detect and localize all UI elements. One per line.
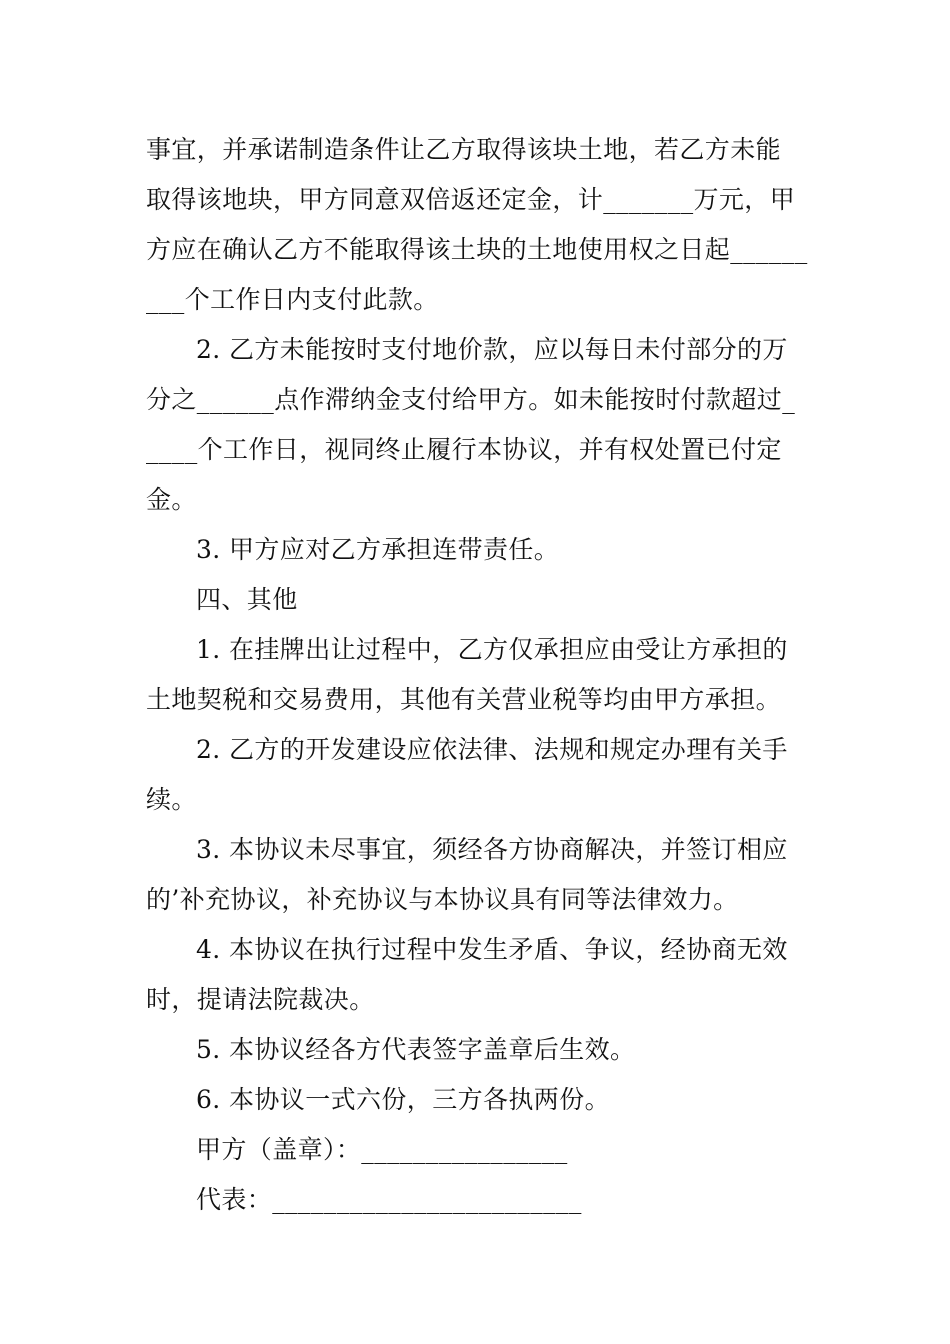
section-heading: 四、其他	[196, 585, 298, 614]
text-line: 3. 甲方应对乙方承担连带责任。	[196, 535, 560, 564]
text-line: 事宜，并承诺制造条件让乙方取得该块土地，若乙方未能	[146, 135, 782, 164]
text-line: 时，提请法院裁决。	[146, 985, 375, 1014]
text-line: 1. 在挂牌出让过程中，乙方仅承担应由受让方承担的	[196, 635, 788, 664]
text-line: 续。	[146, 785, 197, 814]
text-line: 3. 本协议未尽事宜，须经各方协商解决，并签订相应	[196, 835, 788, 864]
signature-line-representative: 代表：________________________	[196, 1185, 582, 1214]
text-line: 6. 本协议一式六份，三方各执两份。	[196, 1085, 611, 1114]
text-line: 金。	[146, 485, 197, 514]
text-line: ___个工作日内支付此款。	[146, 285, 439, 314]
text-line: 方应在确认乙方不能取得该土块的土地使用权之日起______	[146, 235, 808, 264]
text-line: ____个工作日，视同终止履行本协议，并有权处置已付定	[146, 435, 782, 464]
text-line: 2. 乙方的开发建设应依法律、法规和规定办理有关手	[196, 735, 788, 764]
signature-line-party-a: 甲方（盖章）：________________	[196, 1135, 568, 1164]
text-line: 的’补充协议，补充协议与本协议具有同等法律效力。	[146, 885, 739, 914]
text-line: 取得该地块，甲方同意双倍返还定金，计_______万元，甲	[146, 185, 796, 214]
text-line: 分之______点作滞纳金支付给甲方。如未能按时付款超过_	[146, 385, 796, 414]
text-line: 土地契税和交易费用，其他有关营业税等均由甲方承担。	[146, 685, 782, 714]
text-line: 4. 本协议在执行过程中发生矛盾、争议，经协商无效	[196, 935, 788, 964]
text-line: 5. 本协议经各方代表签字盖章后生效。	[196, 1035, 636, 1064]
text-line: 2. 乙方未能按时支付地价款，应以每日未付部分的万	[196, 335, 788, 364]
